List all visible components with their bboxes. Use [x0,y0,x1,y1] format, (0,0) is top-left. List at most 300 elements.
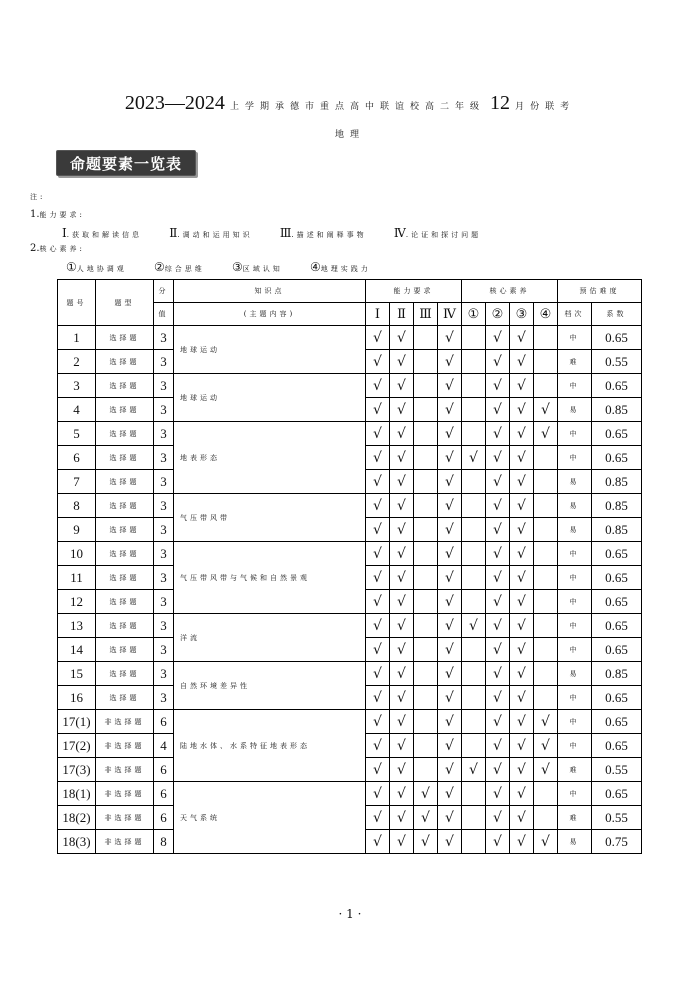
ability-check [414,710,438,734]
score: 3 [154,542,174,566]
question-type: 非选择题 [96,734,154,758]
ability-check: √ [366,422,390,446]
knowledge-topic: 洋流 [174,614,366,662]
ability-check: √ [390,710,414,734]
ability-check [414,638,438,662]
score: 3 [154,374,174,398]
ability-check [414,350,438,374]
literacy-check: √ [486,830,510,854]
ability-check: √ [366,782,390,806]
header-ability: 能力要求 [366,280,462,303]
literacy-check: √ [510,374,534,398]
question-number: 18(1) [58,782,96,806]
ability-list [62,226,503,240]
ability-check: √ [438,830,462,854]
literacy-check: √ [534,710,558,734]
question-number: 11 [58,566,96,590]
table-row [58,662,642,686]
ability-check: √ [438,398,462,422]
literacy-check: √ [534,830,558,854]
difficulty-coef: 0.85 [592,662,642,686]
question-number: 1 [58,326,96,350]
header-ability-1: Ⅰ [366,303,390,326]
literacy-check [534,326,558,350]
ability-check [414,518,438,542]
score: 3 [154,686,174,710]
ability-check: √ [390,662,414,686]
table-row [58,374,642,398]
table-row [58,782,642,806]
literacy-2: ②综合思维 [154,260,205,274]
note-item-1: 1.能力要求: [30,209,85,220]
ability-check: √ [390,326,414,350]
difficulty-level: 中 [558,782,592,806]
difficulty-coef: 0.55 [592,350,642,374]
question-number: 15 [58,662,96,686]
table-row [58,494,642,518]
question-number: 14 [58,638,96,662]
table-row [58,326,642,350]
literacy-check [462,518,486,542]
literacy-check [462,806,486,830]
ability-check: √ [366,710,390,734]
header-ability-3: Ⅲ [414,303,438,326]
ability-check: √ [390,422,414,446]
difficulty-coef: 0.65 [592,566,642,590]
score: 6 [154,782,174,806]
literacy-check: √ [510,806,534,830]
literacy-check: √ [510,494,534,518]
difficulty-coef: 0.65 [592,614,642,638]
difficulty-coef: 0.85 [592,518,642,542]
literacy-check [462,326,486,350]
score: 3 [154,614,174,638]
difficulty-level: 易 [558,662,592,686]
literacy-check: √ [486,782,510,806]
ability-check: √ [438,542,462,566]
difficulty-level: 易 [558,518,592,542]
literacy-check [462,374,486,398]
literacy-check [462,686,486,710]
difficulty-level: 难 [558,758,592,782]
ability-check: √ [438,782,462,806]
ability-check [414,446,438,470]
ability-check [414,734,438,758]
difficulty-coef: 0.65 [592,374,642,398]
header-literacy-4: ④ [534,303,558,326]
literacy-check: √ [510,662,534,686]
literacy-check [534,806,558,830]
ability-check: √ [390,566,414,590]
score: 3 [154,398,174,422]
question-type: 非选择题 [96,830,154,854]
title-mid: 上学期承德市重点高中联谊校高二年级 [229,102,485,112]
literacy-check: √ [534,734,558,758]
literacy-check: √ [486,374,510,398]
ability-check: √ [414,806,438,830]
ability-1: Ⅰ.获取和解读信息 [62,226,142,240]
ability-check: √ [390,350,414,374]
ability-check: √ [366,830,390,854]
ability-check: √ [438,758,462,782]
literacy-check: √ [486,662,510,686]
question-type: 选择题 [96,518,154,542]
question-number: 18(2) [58,806,96,830]
literacy-check: √ [486,806,510,830]
header-literacy-2: ② [486,303,510,326]
difficulty-level: 中 [558,446,592,470]
page-number: · 1 · [338,907,362,921]
header-literacy: 核心素养 [462,280,558,303]
score: 3 [154,662,174,686]
question-type: 选择题 [96,470,154,494]
question-type: 选择题 [96,326,154,350]
ability-check: √ [390,470,414,494]
difficulty-coef: 0.65 [592,686,642,710]
ability-2: Ⅱ.调动和运用知识 [169,226,253,240]
question-number: 4 [58,398,96,422]
literacy-check: √ [510,566,534,590]
difficulty-coef: 0.85 [592,398,642,422]
difficulty-level: 中 [558,590,592,614]
header-q-type: 题型 [96,280,154,326]
ability-check: √ [390,398,414,422]
difficulty-coef: 0.85 [592,494,642,518]
score: 3 [154,518,174,542]
question-type: 选择题 [96,662,154,686]
ability-check: √ [366,686,390,710]
table-row [58,422,642,446]
ability-check [414,494,438,518]
difficulty-level: 中 [558,614,592,638]
ability-check: √ [438,494,462,518]
question-number: 7 [58,470,96,494]
literacy-check [534,350,558,374]
question-type: 选择题 [96,542,154,566]
ability-check: √ [438,734,462,758]
ability-check: √ [390,518,414,542]
literacy-check: √ [510,782,534,806]
literacy-4: ④地理实践力 [310,260,371,274]
ability-check [414,566,438,590]
literacy-check: √ [462,614,486,638]
ability-check [414,374,438,398]
literacy-check [462,590,486,614]
header-score-b: 值 [154,303,174,326]
header-ability-4: Ⅳ [438,303,462,326]
literacy-check: √ [510,398,534,422]
literacy-check [534,446,558,470]
literacy-check [462,542,486,566]
literacy-check [462,782,486,806]
question-type: 选择题 [96,374,154,398]
question-number: 17(3) [58,758,96,782]
difficulty-coef: 0.55 [592,758,642,782]
ability-check: √ [438,470,462,494]
literacy-check: √ [510,422,534,446]
ability-check: √ [438,686,462,710]
difficulty-coef: 0.85 [592,470,642,494]
difficulty-coef: 0.65 [592,782,642,806]
difficulty-level: 难 [558,806,592,830]
score: 3 [154,590,174,614]
literacy-check: √ [510,758,534,782]
literacy-check: √ [486,590,510,614]
question-type: 选择题 [96,494,154,518]
ability-check: √ [366,518,390,542]
ability-check: √ [366,494,390,518]
difficulty-level: 中 [558,542,592,566]
score: 3 [154,422,174,446]
difficulty-level: 中 [558,374,592,398]
header-coef: 系数 [592,303,642,326]
ability-check [414,326,438,350]
literacy-check [462,398,486,422]
difficulty-level: 中 [558,326,592,350]
ability-check: √ [438,518,462,542]
knowledge-topic: 气压带风带 [174,494,366,542]
ability-check: √ [390,638,414,662]
ability-check: √ [438,710,462,734]
banner-text: 命题要素一览表 [69,154,182,173]
difficulty-coef: 0.65 [592,638,642,662]
ability-3: Ⅲ.描述和阐释事物 [279,226,367,240]
header-difficulty: 预估难度 [558,280,642,303]
literacy-check [534,566,558,590]
literacy-check [534,518,558,542]
literacy-check [462,350,486,374]
ability-check: √ [390,734,414,758]
question-type: 非选择题 [96,710,154,734]
question-type: 非选择题 [96,782,154,806]
score: 3 [154,494,174,518]
header-knowledge-a: 知识点 [174,280,366,303]
literacy-check [534,782,558,806]
difficulty-level: 中 [558,710,592,734]
literacy-check [534,374,558,398]
score: 3 [154,350,174,374]
question-type: 非选择题 [96,758,154,782]
literacy-check: √ [486,326,510,350]
literacy-check: √ [486,686,510,710]
ability-check: √ [366,590,390,614]
score: 3 [154,566,174,590]
header-row-1 [58,280,642,303]
knowledge-topic: 地球运动 [174,374,366,422]
literacy-check: √ [510,614,534,638]
question-type: 选择题 [96,566,154,590]
ability-check: √ [366,542,390,566]
ability-check [414,590,438,614]
subject-title: 地理 [334,130,365,140]
literacy-check: √ [486,518,510,542]
question-type: 选择题 [96,422,154,446]
literacy-check [534,686,558,710]
ability-check [414,398,438,422]
question-number: 13 [58,614,96,638]
literacy-check [462,638,486,662]
difficulty-level: 中 [558,638,592,662]
literacy-check [534,590,558,614]
literacy-check [462,662,486,686]
question-number: 17(1) [58,710,96,734]
literacy-check [462,734,486,758]
table-row [58,542,642,566]
literacy-check [534,638,558,662]
literacy-3: ③区域认知 [232,260,283,274]
question-number: 9 [58,518,96,542]
ability-check: √ [366,326,390,350]
ability-check: √ [366,350,390,374]
question-type: 选择题 [96,590,154,614]
literacy-check: √ [510,830,534,854]
difficulty-level: 难 [558,350,592,374]
question-number: 12 [58,590,96,614]
ability-check: √ [366,566,390,590]
literacy-check: √ [510,518,534,542]
literacy-check: √ [534,758,558,782]
difficulty-level: 易 [558,470,592,494]
literacy-check: √ [486,350,510,374]
literacy-check: √ [534,422,558,446]
difficulty-coef: 0.65 [592,326,642,350]
header-literacy-1: ① [462,303,486,326]
literacy-check: √ [486,422,510,446]
ability-check: √ [366,446,390,470]
ability-check: √ [414,782,438,806]
ability-check: √ [366,806,390,830]
score: 3 [154,470,174,494]
literacy-check: √ [462,446,486,470]
literacy-check: √ [486,470,510,494]
ability-check: √ [438,590,462,614]
ability-check [414,758,438,782]
knowledge-topic: 陆地水体、水系特征地表形态 [174,710,366,782]
question-type: 选择题 [96,686,154,710]
ability-check [414,422,438,446]
question-type: 选择题 [96,446,154,470]
ability-check [414,686,438,710]
question-type: 选择题 [96,398,154,422]
question-type: 非选择题 [96,806,154,830]
ability-check: √ [438,614,462,638]
question-number: 8 [58,494,96,518]
literacy-check: √ [510,686,534,710]
score: 3 [154,326,174,350]
difficulty-coef: 0.75 [592,830,642,854]
difficulty-level: 中 [558,566,592,590]
ability-check: √ [366,662,390,686]
difficulty-level: 易 [558,398,592,422]
knowledge-topic: 天气系统 [174,782,366,854]
knowledge-topic: 地球运动 [174,326,366,374]
literacy-check [534,542,558,566]
question-type: 选择题 [96,638,154,662]
difficulty-coef: 0.65 [592,422,642,446]
ability-check: √ [390,782,414,806]
literacy-check: √ [486,638,510,662]
ability-check: √ [438,638,462,662]
question-number: 10 [58,542,96,566]
literacy-check: √ [510,590,534,614]
header-knowledge-b: (主题内容) [174,303,366,326]
ability-check: √ [390,446,414,470]
difficulty-level: 中 [558,734,592,758]
ability-check: √ [366,374,390,398]
ability-check: √ [438,662,462,686]
ability-check: √ [366,734,390,758]
ability-check: √ [390,494,414,518]
literacy-check: √ [486,614,510,638]
ability-check: √ [438,422,462,446]
ability-check: √ [390,686,414,710]
literacy-check: √ [510,542,534,566]
literacy-check [462,494,486,518]
ability-check: √ [390,542,414,566]
literacy-check: √ [486,494,510,518]
literacy-check [462,830,486,854]
literacy-check [534,470,558,494]
score: 6 [154,758,174,782]
ability-check: √ [366,398,390,422]
literacy-check: √ [486,710,510,734]
question-number: 18(3) [58,830,96,854]
ability-check [414,470,438,494]
header-level: 档次 [558,303,592,326]
ability-check: √ [366,470,390,494]
ability-check: √ [390,758,414,782]
ability-check: √ [390,806,414,830]
ability-check: √ [414,830,438,854]
literacy-check: √ [510,470,534,494]
ability-check: √ [390,590,414,614]
table-row [58,710,642,734]
difficulty-level: 易 [558,494,592,518]
literacy-check [462,422,486,446]
ability-check [414,542,438,566]
difficulty-coef: 0.65 [592,734,642,758]
note-heading: 注: [30,193,46,201]
difficulty-coef: 0.55 [592,806,642,830]
score: 3 [154,446,174,470]
literacy-check [462,566,486,590]
literacy-check: √ [510,446,534,470]
question-number: 3 [58,374,96,398]
question-number: 6 [58,446,96,470]
requirements-table [57,279,642,854]
ability-check [414,614,438,638]
score: 6 [154,710,174,734]
question-type: 选择题 [96,350,154,374]
literacy-check: √ [486,566,510,590]
ability-4: Ⅳ.论证和探讨问题 [393,226,482,240]
title-year: 2023—2024 [124,92,225,114]
difficulty-coef: 0.65 [592,446,642,470]
literacy-check [534,662,558,686]
literacy-check: √ [486,398,510,422]
title-tail: 月份联考 [515,102,576,112]
ability-check: √ [438,806,462,830]
ability-check: √ [390,614,414,638]
literacy-check: √ [510,350,534,374]
ability-check: √ [438,446,462,470]
literacy-check [462,710,486,734]
knowledge-topic: 气压带风带与气候和自然景观 [174,542,366,614]
question-number: 17(2) [58,734,96,758]
literacy-check: √ [510,326,534,350]
literacy-list [66,260,393,274]
ability-check: √ [366,758,390,782]
